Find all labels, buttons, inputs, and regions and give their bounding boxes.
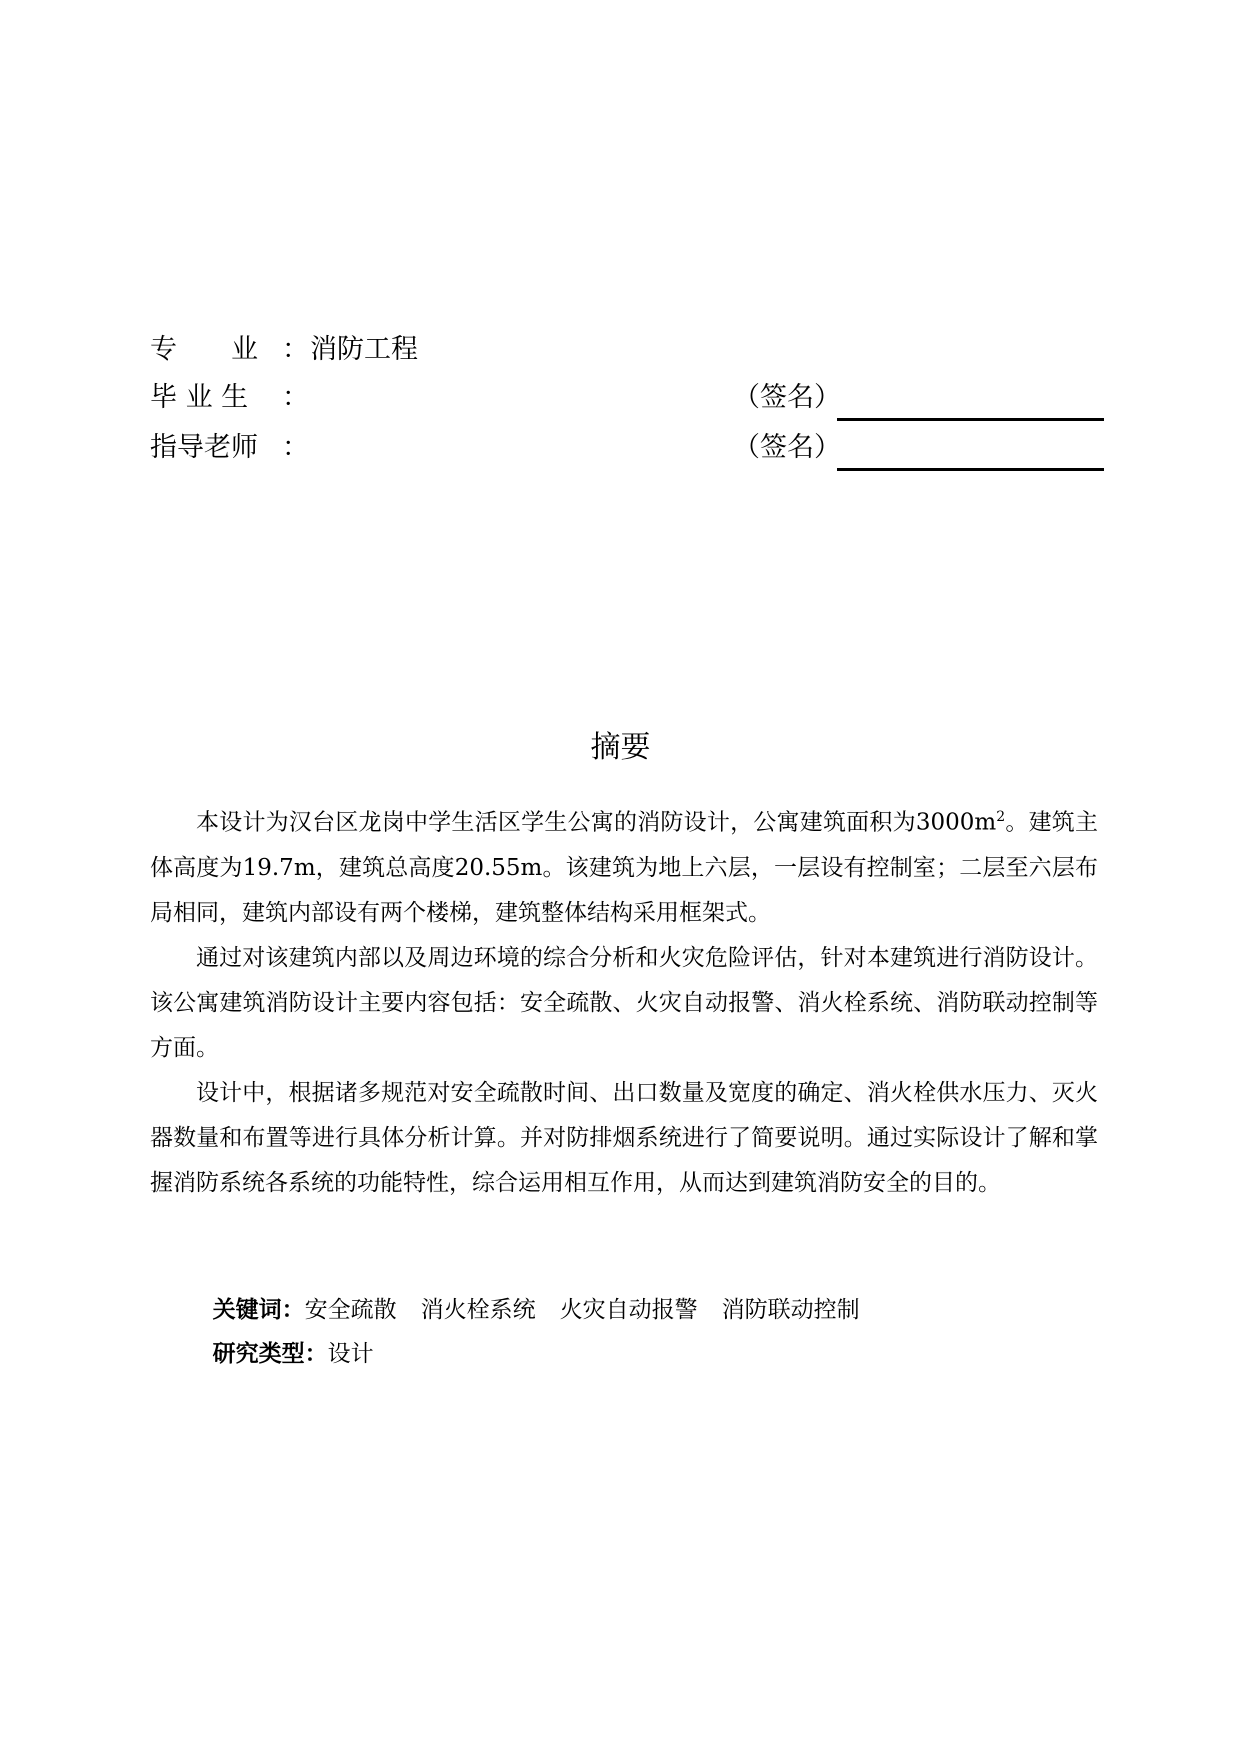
advisor-row (150, 426, 1110, 470)
abstract-paragraph-1 (150, 795, 1098, 936)
abstract-paragraph-3: 设计中，根据诸多规范对安全疏散时间、出口数量及宽度的确定、消火栓供水压力、灭火器数量和布置等进行具体分析计算。并对防排烟系统进行了简要说明。通过实际设计了解和掌握消防系统各系统的功能特性，综合运用相互作用，从而达到建筑消防安全的目的。 (150, 1079, 1098, 1196)
keyword-item: 消防联动控制 (721, 1297, 860, 1323)
keywords-row (198, 1244, 1098, 1323)
major-label: 专 业 (150, 334, 258, 365)
graduate-sign-label: （签名） (733, 382, 841, 413)
keyword-item: 消火栓系统 (420, 1297, 536, 1323)
advisor-colon: ： (282, 432, 309, 463)
advisor-label: 指导老师 (150, 432, 258, 463)
research-type-label: 研究类型： (212, 1341, 328, 1367)
research-type-value: 设计 (327, 1341, 374, 1367)
advisor-signature-line (837, 468, 1104, 471)
research-type-row (198, 1288, 1098, 1367)
graduate-signature-line (837, 418, 1104, 421)
abstract-p1-text-cont: 。建筑主体高度为19.7m，建筑总高度20.55m。该建筑为地上六层，一层设有控制室；二层至六层布局相同，建筑内部设有两个楼梯，建筑整体结构采用框架式。 (150, 809, 1099, 926)
abstract-title: 摘要 (590, 730, 651, 765)
keyword-item: 安全疏散 (304, 1297, 397, 1323)
advisor-sign-label: （签名） (733, 432, 841, 463)
graduate-row (150, 376, 1110, 420)
abstract-body (150, 795, 1098, 1206)
area-unit-superscript: 2 (996, 809, 1006, 825)
graduate-colon: ： (282, 382, 309, 413)
keyword-item: 火灾自动报警 (559, 1297, 698, 1323)
keywords-label: 关键词： (212, 1297, 305, 1323)
abstract-p1-text: 本设计为汉台区龙岗中学生活区学生公寓的消防设计，公寓建筑面积为3000m (196, 809, 997, 836)
abstract-paragraph-2: 通过对该建筑内部以及周边环境的综合分析和火灾危险评估，针对本建筑进行消防设计。该公寓建筑消防设计主要内容包括：安全疏散、火灾自动报警、消火栓系统、消防联动控制等方面。 (150, 944, 1098, 1061)
major-row (150, 328, 1110, 372)
major-colon: ： (282, 334, 309, 365)
major-value: 消防工程 (310, 334, 418, 365)
graduate-label: 毕 业 生 (150, 382, 249, 413)
